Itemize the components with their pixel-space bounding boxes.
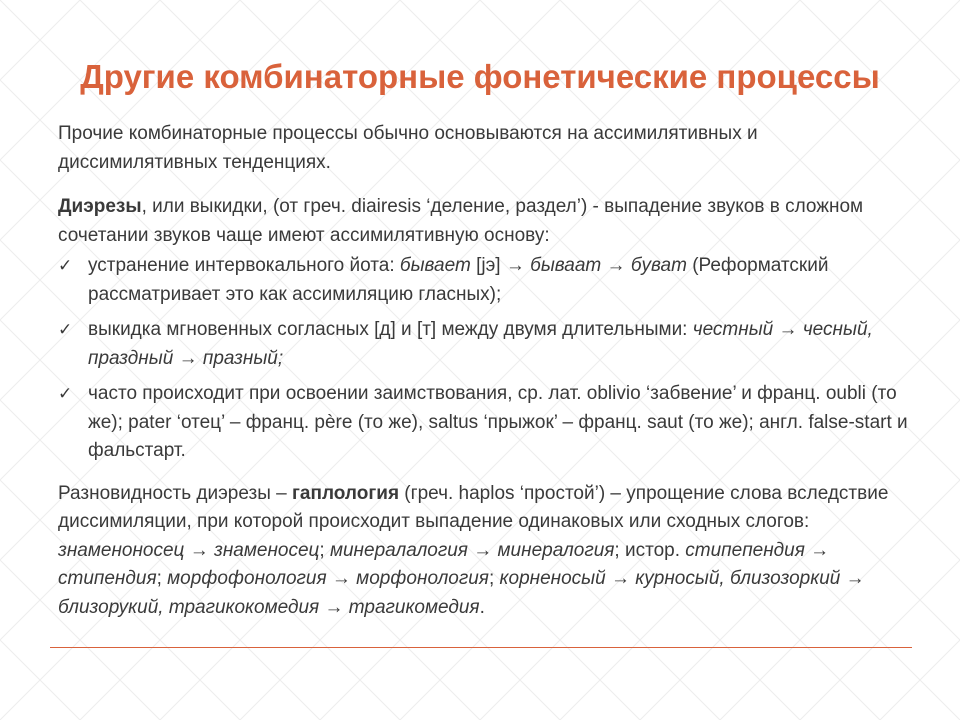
item-text: часто происходит при освоении заимствования, ср. лат. oblivio ‘забвение’ и франц. oubli (то же); pater ‘отец’ – франц. père (то же), saltus ‘прыжок’ – франц. saut (то же); англ. false-start и фальстарт. bbox=[88, 383, 908, 461]
haplology-text: (греч. haplos ‘простой’) – упрощение слова вследствие диссимиляции, при которой происходит выпадение одинаковых или сходных слогов: bbox=[58, 482, 889, 532]
example-word: бываат bbox=[530, 255, 602, 276]
list-item bbox=[58, 252, 908, 309]
separator: → bbox=[840, 568, 865, 589]
example-word: минералалогия bbox=[329, 539, 468, 561]
example-word: трагикомедия bbox=[348, 596, 480, 618]
example-word: знаменосец bbox=[214, 539, 320, 561]
example-word: корненосый bbox=[499, 568, 606, 589]
diereses-definition bbox=[58, 193, 908, 250]
list-item bbox=[58, 380, 908, 466]
haplology-term: гаплология bbox=[292, 482, 400, 504]
separator: ; bbox=[488, 568, 500, 589]
separator: ; истор. bbox=[614, 539, 686, 561]
separator: ; bbox=[319, 539, 330, 561]
item-text: [jэ] → bbox=[470, 255, 531, 276]
separator: → bbox=[326, 568, 357, 589]
item-text: → bbox=[173, 347, 203, 369]
separator: → bbox=[804, 539, 830, 561]
example-word: стипендия bbox=[58, 568, 157, 589]
haplology-text: Разновидность диэрезы – bbox=[58, 482, 293, 504]
diereses-list bbox=[58, 252, 908, 466]
checkmark-icon: ✓ bbox=[58, 384, 73, 403]
example-word: знаменоносец bbox=[58, 539, 185, 561]
item-text: → bbox=[601, 255, 631, 276]
item-text: выкидка мгновенных согласных [д] и [т] между двумя длительными: bbox=[88, 319, 693, 340]
separator: → bbox=[319, 596, 349, 618]
example-word: морфофонология bbox=[167, 568, 327, 589]
separator: → bbox=[467, 539, 498, 561]
item-text: → bbox=[773, 319, 803, 340]
example-word: стипепендия bbox=[685, 539, 805, 561]
example-word: морфонология bbox=[356, 568, 489, 589]
example-word: минералогия bbox=[497, 539, 615, 561]
example-word: близорукий, трагикокомедия bbox=[58, 596, 320, 618]
example-word: чесный, праздный bbox=[88, 319, 873, 369]
haplology-paragraph bbox=[58, 480, 908, 623]
item-text: (Реформатский рассматривает это как ассимиляцию гласных); bbox=[88, 255, 829, 305]
diereses-term: Диэрезы bbox=[58, 196, 142, 217]
list-item bbox=[58, 316, 908, 373]
separator: → bbox=[605, 568, 636, 589]
footer-divider bbox=[50, 647, 912, 648]
example-word: бывает bbox=[399, 255, 471, 276]
checkmark-icon: ✓ bbox=[58, 320, 73, 339]
slide-content bbox=[58, 120, 908, 622]
example-word: празный; bbox=[202, 347, 284, 369]
page-title: Другие комбинаторные фонетические процессы bbox=[80, 58, 880, 95]
example-word: честный bbox=[692, 319, 774, 340]
diereses-definition-text: , или выкидки, (от греч. diairesis ‘деление, раздел’) - выпадение звуков в сложном сочетании звуков чаще имеют ассимилятивную основу: bbox=[58, 196, 864, 246]
checkmark-icon: ✓ bbox=[58, 256, 73, 275]
example-word: бyват bbox=[630, 255, 687, 276]
separator: → bbox=[184, 539, 214, 561]
intro-paragraph: Прочие комбинаторные процессы обычно основываются на ассимилятивных и диссимилятивных тенденциях. bbox=[58, 123, 758, 173]
item-text: устранение интервокального йота: bbox=[88, 255, 400, 276]
separator: ; bbox=[156, 568, 168, 589]
example-word: курносый, близозоркий bbox=[635, 568, 841, 589]
separator: . bbox=[479, 596, 485, 618]
